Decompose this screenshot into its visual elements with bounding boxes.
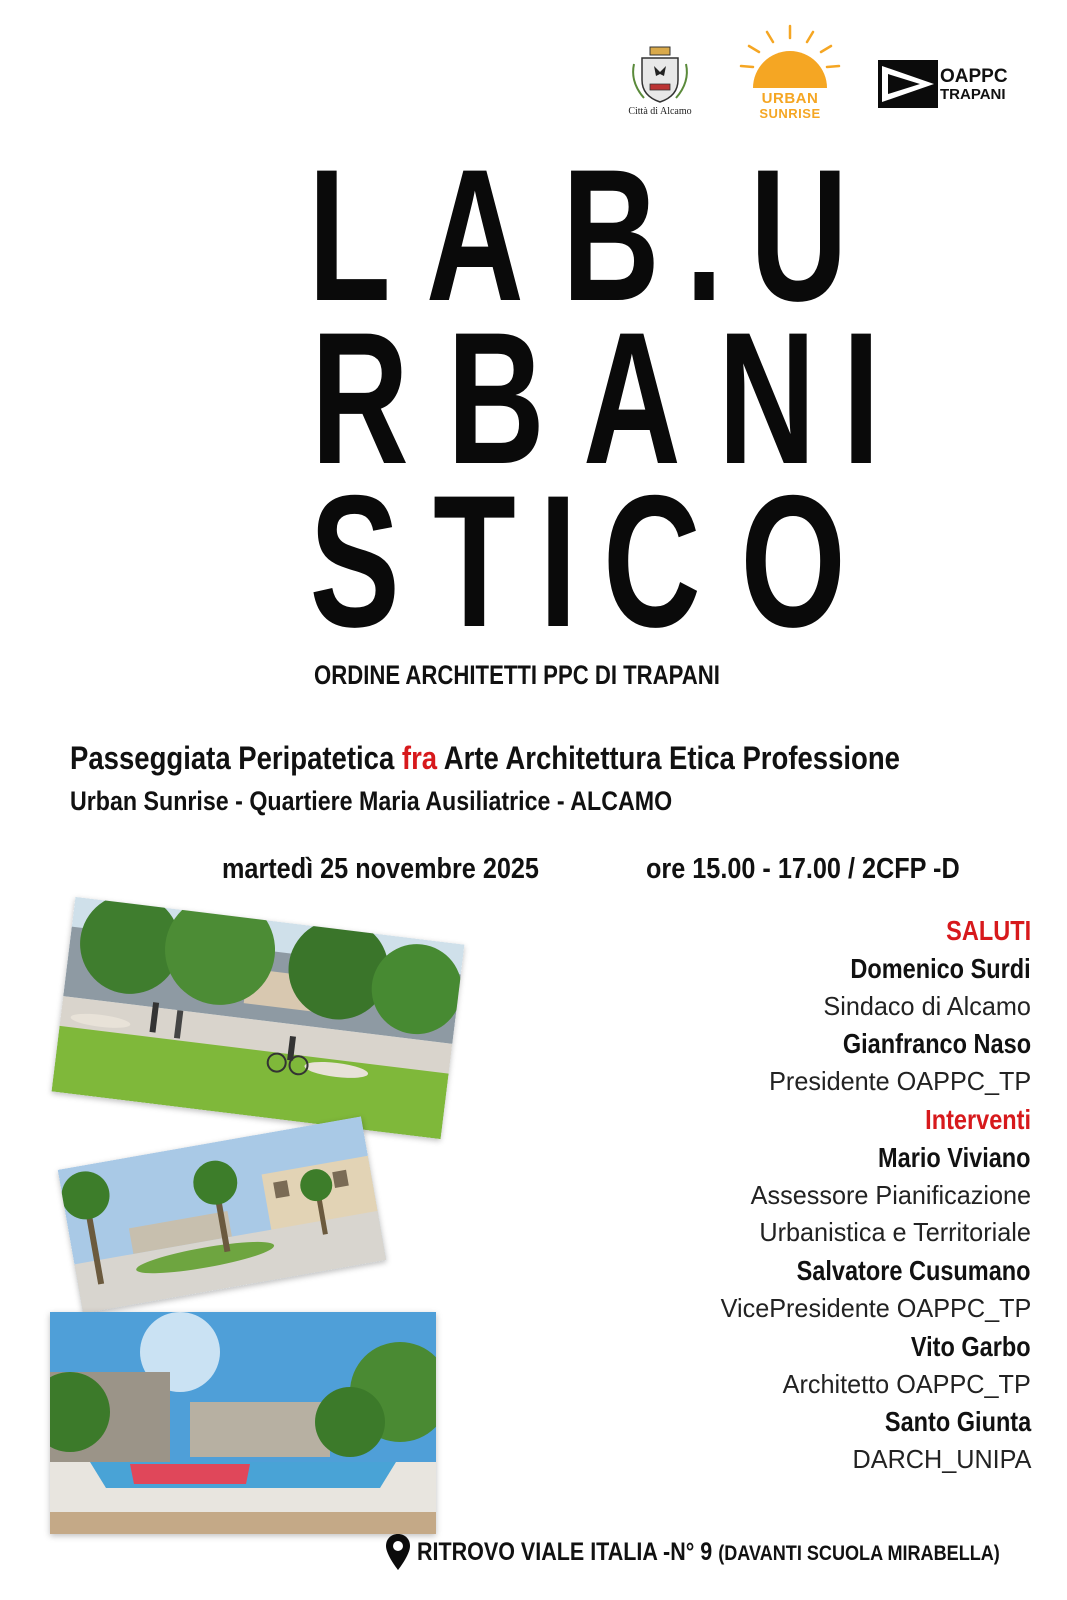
title-char: U xyxy=(749,130,848,340)
speaker-name: Salvatore Cusumano xyxy=(797,1255,1031,1287)
meeting-point-address: RITROVO VIALE ITALIA -N° 9 xyxy=(417,1537,719,1566)
event-program xyxy=(561,912,1031,1479)
title-char: L xyxy=(308,130,391,340)
oappc-text: OAPPC xyxy=(940,66,1008,87)
headline-part-1: Passeggiata Peripatetica xyxy=(70,740,402,776)
speaker-role: Urbanistica e Territoriale xyxy=(759,1217,1031,1248)
meeting-point-detail: (DAVANTI SCUOLA MIRABELLA) xyxy=(718,1541,1000,1565)
trapani-text: TRAPANI xyxy=(940,86,1006,103)
park-rendering-image xyxy=(52,897,465,1139)
title-char: S xyxy=(309,456,400,666)
title-char: A xyxy=(582,293,681,503)
speaker-name: Gianfranco Naso xyxy=(842,1028,1031,1060)
event-headline xyxy=(70,740,900,777)
speakers-heading: Interventi xyxy=(925,1103,1031,1135)
meeting-point-text xyxy=(417,1538,1000,1567)
speaker-name: Vito Garbo xyxy=(911,1330,1031,1362)
sunrise-text: SUNRISE xyxy=(759,106,821,121)
speaker-name: Domenico Surdi xyxy=(850,952,1031,984)
event-time: ore 15.00 - 17.00 / 2CFP -D xyxy=(646,853,960,885)
oappc-mark-icon xyxy=(878,58,938,110)
headline-highlight: fra xyxy=(401,740,438,776)
title-line-2 xyxy=(292,293,881,503)
title-char: O xyxy=(740,456,847,666)
sun-icon xyxy=(735,22,845,92)
title-char: I xyxy=(539,456,578,666)
speaker-role: Assessore Pianificazione xyxy=(750,1179,1031,1210)
title-char: T xyxy=(433,456,517,666)
city-name: Città di Alcamo xyxy=(628,106,692,117)
title-char: B xyxy=(561,130,660,340)
title-line-3 xyxy=(292,456,847,666)
title-char: N xyxy=(718,293,817,503)
city-of-alcamo-logo xyxy=(620,44,700,124)
sports-court-rendering-image xyxy=(50,1312,436,1534)
urban-text: URBAN xyxy=(761,90,819,107)
organizer-subtitle: ORDINE ARCHITETTI PPC DI TRAPANI xyxy=(314,660,720,690)
greetings-heading: SALUTI xyxy=(946,915,1031,946)
meeting-point xyxy=(385,1530,1067,1574)
title-char: C xyxy=(603,456,702,666)
rendering-sports-court-photo xyxy=(50,1312,436,1534)
speaker-name: Mario Viviano xyxy=(878,1141,1031,1173)
headline-part-2: Arte Architettura Etica Professione xyxy=(437,740,900,776)
oappc-trapani-logo xyxy=(878,58,1018,114)
rendering-park-photo xyxy=(52,897,465,1139)
rendering-square-photo xyxy=(58,1116,387,1313)
speaker-role: Presidente OAPPC_TP xyxy=(768,1066,1031,1097)
title-char: R xyxy=(311,293,409,503)
greetings-heading-row xyxy=(561,912,1031,950)
speaker-name: Santo Giunta xyxy=(884,1406,1031,1438)
location-pin-icon xyxy=(385,1533,411,1571)
title-char: A xyxy=(425,130,524,340)
title-char: B xyxy=(446,293,545,503)
urban-sunrise-logo xyxy=(735,22,845,127)
title-char: . xyxy=(685,130,724,340)
event-date: martedì 25 novembre 2025 xyxy=(222,853,539,885)
speakers-heading-row xyxy=(561,1101,1031,1139)
speaker-role: DARCH_UNIPA xyxy=(852,1444,1031,1475)
square-rendering-image xyxy=(58,1116,387,1313)
event-location: Urban Sunrise - Quartiere Maria Ausiliatrice - ALCAMO xyxy=(70,786,673,816)
speaker-role: VicePresidente OAPPC_TP xyxy=(720,1292,1031,1323)
speaker-role: Architetto OAPPC_TP xyxy=(782,1368,1031,1399)
speaker-role: Sindaco di Alcamo xyxy=(823,990,1031,1021)
title-char: I xyxy=(842,293,881,503)
coat-of-arms-icon xyxy=(620,44,700,106)
title-line-1 xyxy=(292,130,848,340)
